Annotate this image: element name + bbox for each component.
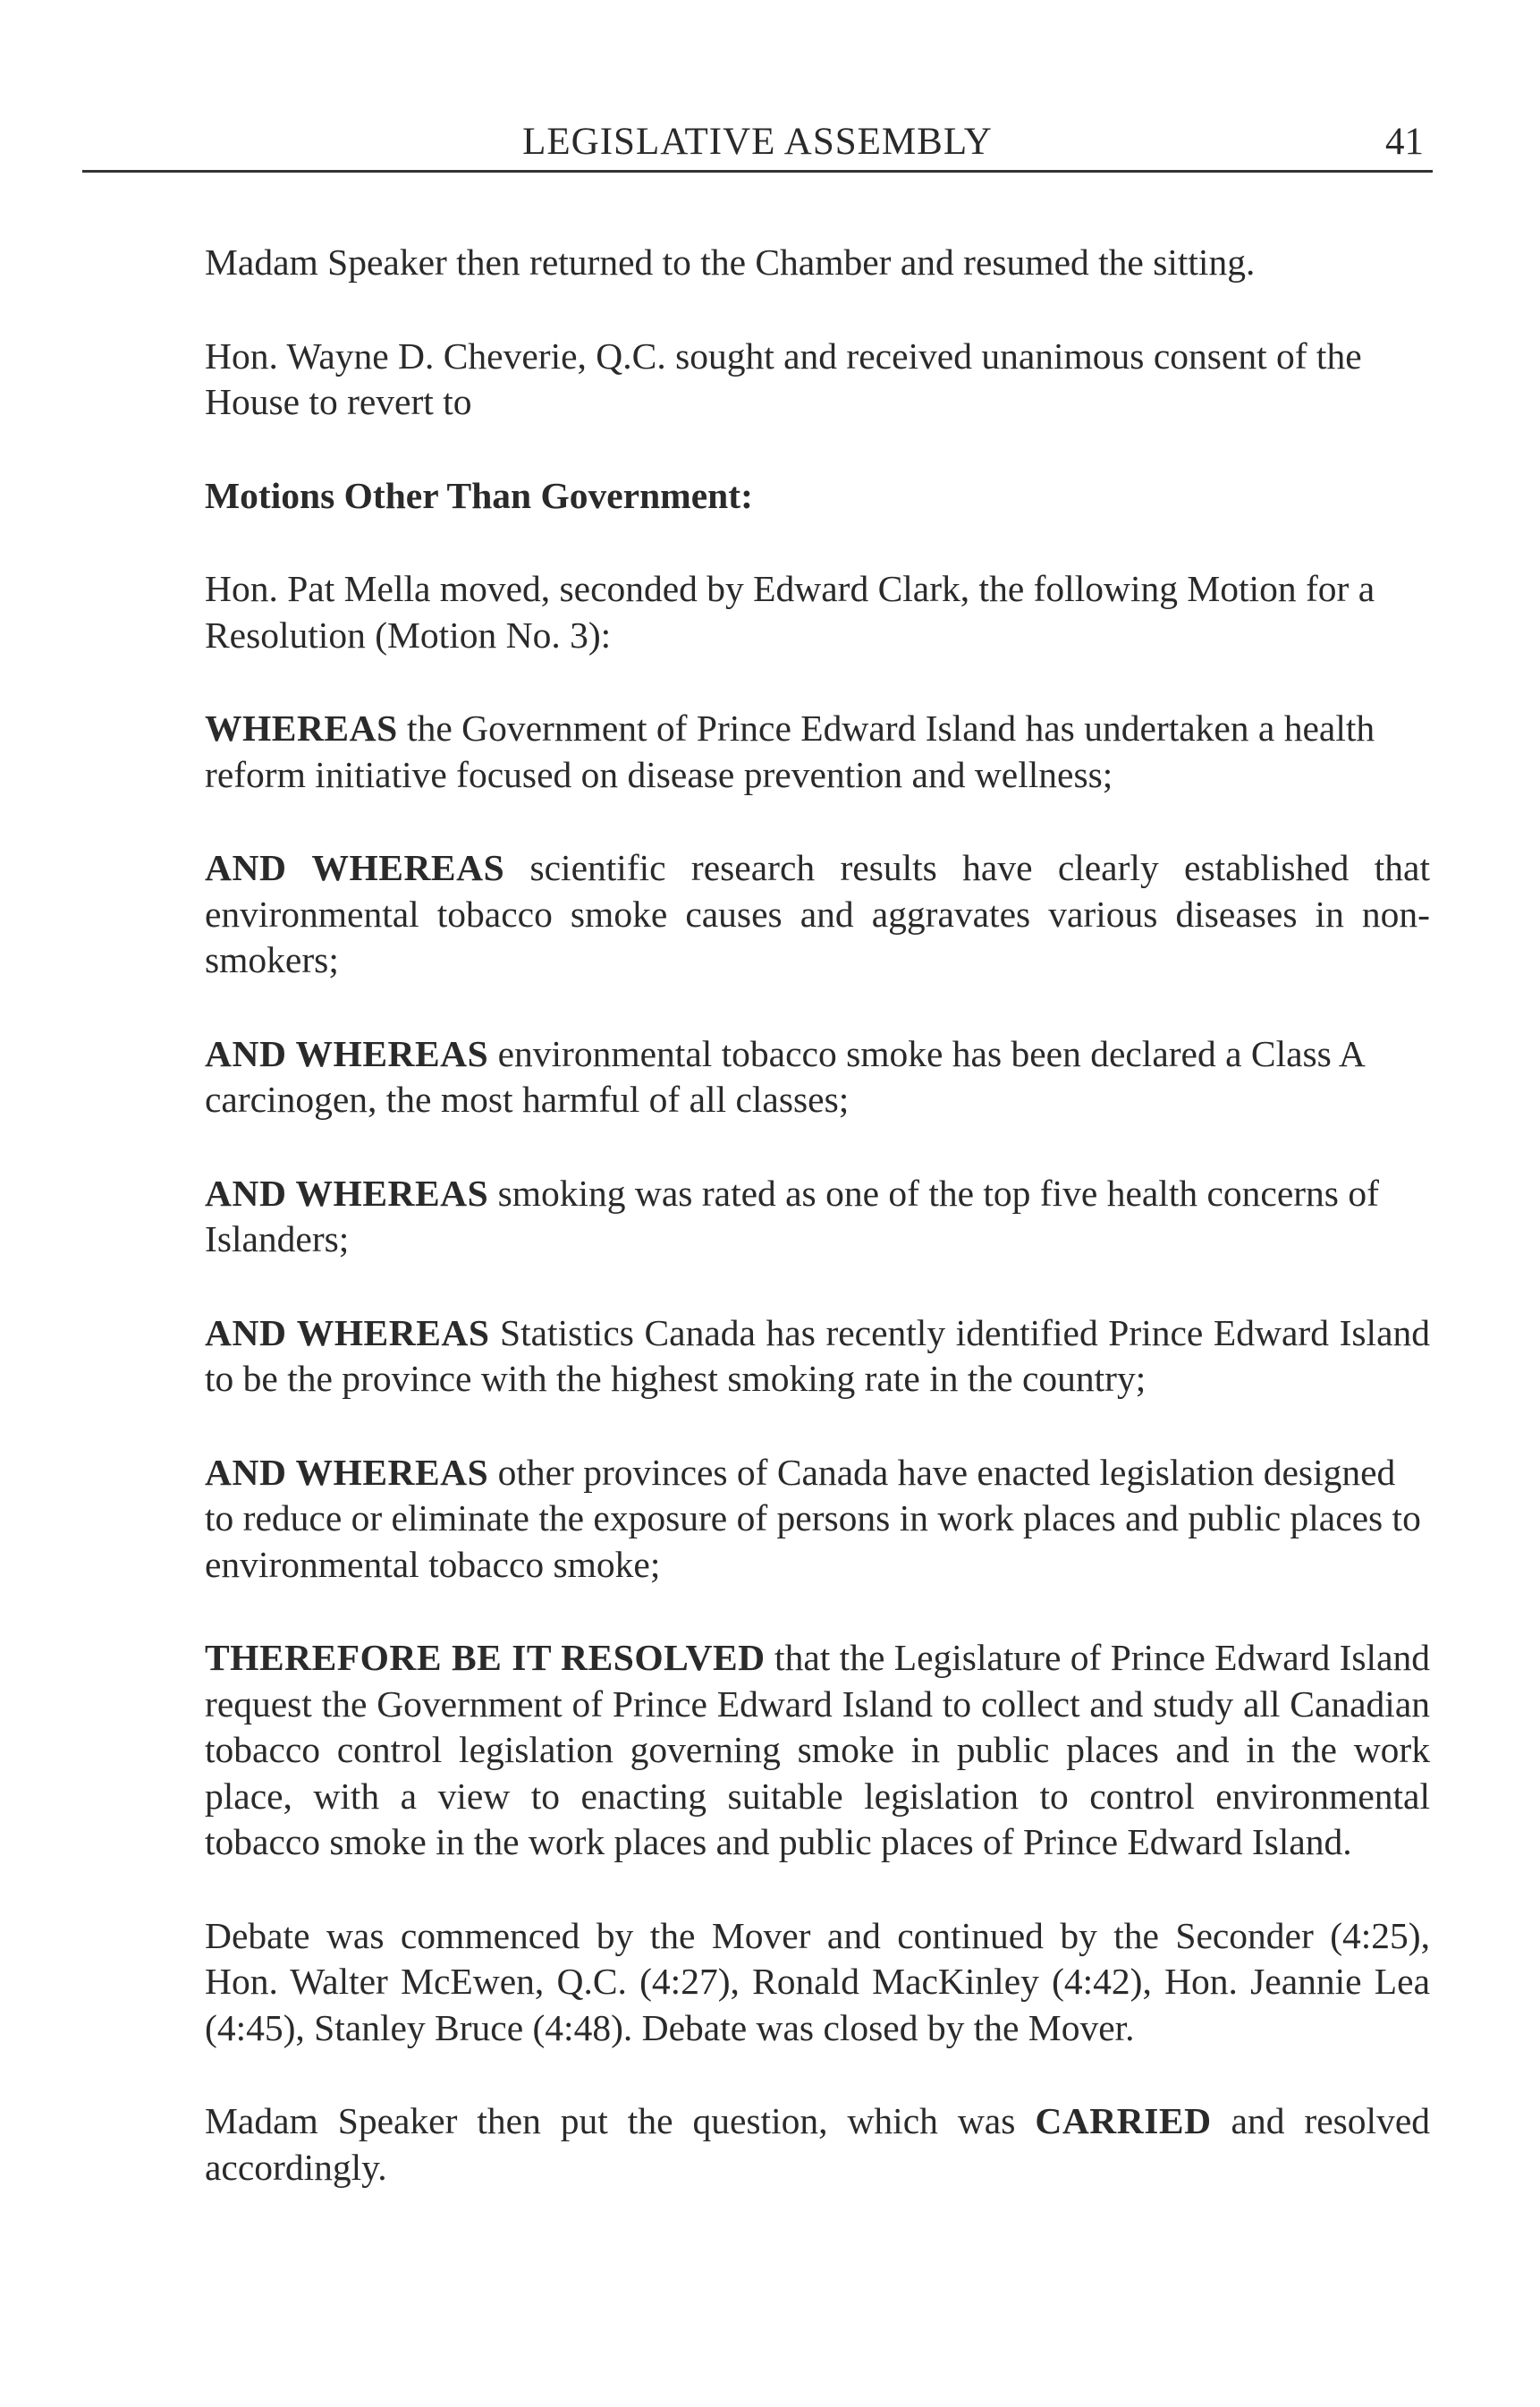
page-body xyxy=(205,240,1430,2238)
running-title: LEGISLATIVE ASSEMBLY xyxy=(522,121,993,163)
clause-lead: AND WHEREAS xyxy=(205,1311,490,1353)
clause-lead: AND WHEREAS xyxy=(205,1451,489,1493)
page-header xyxy=(82,114,1433,173)
whereas-clause-4 xyxy=(205,1171,1430,1263)
clause-lead: AND WHEREAS xyxy=(205,847,505,888)
clause-text: and resolved accordingly. xyxy=(205,2100,1430,2188)
clause-text: environmental tobacco smoke has been declared a Class A carcinogen, the most harmful of all classes; xyxy=(205,1032,1364,1120)
paragraph-question-carried xyxy=(205,2098,1430,2191)
resolved-clause xyxy=(205,1635,1430,1866)
clause-text: the Government of Prince Edward Island has undertaken a health reform initiative focused on disease prevention and wellness; xyxy=(205,708,1375,795)
whereas-clause-2 xyxy=(205,845,1430,984)
whereas-clause-6 xyxy=(205,1450,1430,1589)
paragraph-debate: Debate was commenced by the Mover and continued by the Seconder (4:25), Hon. Walter McEwen, Q.C. (4:27), Ronald MacKinley (4:42), Hon. Jeannie Lea (4:45), Stanley Bruce (4:48). Debate was closed by the Mover. xyxy=(205,1914,1430,2048)
paragraph-speaker-returned: Madam Speaker then returned to the Chamber and resumed the sitting. xyxy=(205,242,1256,283)
clause-text: that the Legislature of Prince Edward Island request the Government of Prince Edward Island to collect and study all Canadian tobacco control legislation governing smoke in public places and in the work place, with a view to enacting suitable legislation to control environmental tobacco smoke in the work places and public places of Prince Edward Island. xyxy=(205,1637,1431,1862)
clause-text: other provinces of Canada have enacted legislation designed to reduce or eliminate the exposure of persons in work places and public places to environmental tobacco smoke; xyxy=(205,1451,1421,1585)
clause-lead: AND WHEREAS xyxy=(205,1032,489,1074)
whereas-clause-3 xyxy=(205,1031,1430,1123)
section-heading: Motions Other Than Government: xyxy=(205,474,753,516)
clause-text: Statistics Canada has recently identified Prince Edward Island to be the province with the highest smoking rate in the country; xyxy=(205,1311,1430,1399)
clause-text: Madam Speaker then put the question, which was xyxy=(205,2100,1036,2141)
clause-lead: THEREFORE BE IT RESOLVED xyxy=(205,1637,766,1678)
carried-label: CARRIED xyxy=(1035,2100,1212,2141)
clause-lead: AND WHEREAS xyxy=(205,1172,489,1214)
clause-text: scientific research results have clearly established that environmental tobacco smoke causes and aggravates various diseases in non-smokers; xyxy=(205,847,1430,980)
paragraph-motion-intro: Hon. Pat Mella moved, seconded by Edward Clark, the following Motion for a Resolution (Motion No. 3): xyxy=(205,568,1375,656)
clause-text: smoking was rated as one of the top five health concerns of Islanders; xyxy=(205,1172,1379,1259)
page-number: 41 xyxy=(1385,121,1424,163)
paragraph-unanimous-consent: Hon. Wayne D. Cheverie, Q.C. sought and received unanimous consent of the House to revert to xyxy=(205,335,1362,422)
whereas-clause-5 xyxy=(205,1310,1430,1403)
whereas-clause-1 xyxy=(205,706,1430,798)
clause-lead: WHEREAS xyxy=(205,708,398,749)
